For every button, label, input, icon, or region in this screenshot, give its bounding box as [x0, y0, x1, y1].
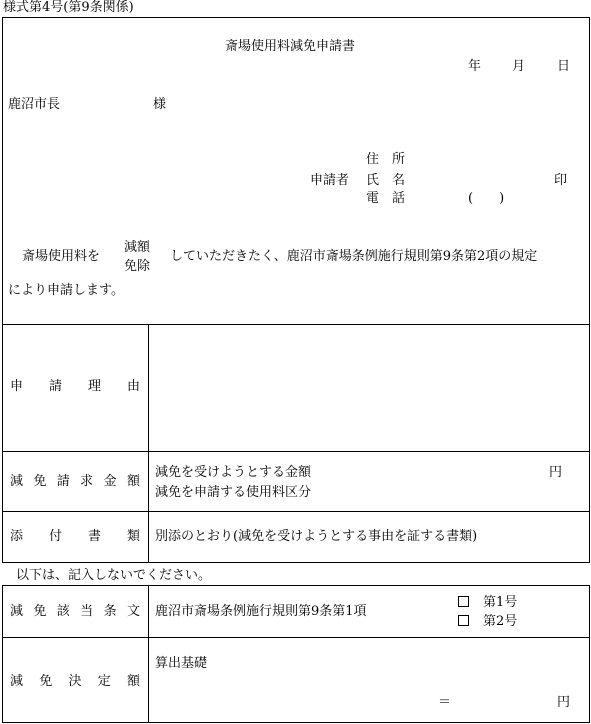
amount-label: 減 免 請 求 金 額 [10, 474, 140, 489]
form-title: 斎場使用料減免申請書 [225, 39, 356, 54]
date-month: 月 [512, 59, 526, 74]
office-use-notice: 以下は、記入しないでください。 [16, 568, 212, 583]
clause-option-2-label: 第2号 [483, 614, 518, 629]
date-year: 年 [468, 59, 482, 74]
basis-label: 算出基礎 [155, 656, 208, 671]
reason-field[interactable] [150, 326, 588, 450]
decided-amount-label: 減 免 決 定 額 [10, 674, 140, 689]
clause-option-1[interactable] [458, 595, 517, 611]
checkbox-icon [458, 596, 469, 607]
seal-mark: 印 [554, 173, 568, 188]
amount-line1: 減免を受けようとする金額 [155, 465, 312, 480]
reduction-option: 減額 [124, 240, 151, 255]
reason-label: 申 請 理 由 [10, 379, 140, 394]
clause-option-1-label: 第1号 [483, 595, 518, 610]
exemption-option: 免除 [124, 259, 151, 274]
request-line2: により申請します。 [8, 283, 124, 298]
equals-sign: ＝ [438, 695, 452, 710]
application-box [2, 17, 590, 325]
date-day: 日 [557, 59, 571, 74]
request-suffix: していただきたく、鹿沼市斎場条例施行規則第9条第2項の規定 [170, 249, 538, 264]
phone-parentheses: ( ) [468, 191, 505, 206]
clause-label: 減 免 該 当 条 文 [10, 604, 140, 619]
request-prefix: 斎場使用料を [22, 249, 101, 264]
amount-unit: 円 [549, 465, 563, 480]
phone-label: 電 話 [366, 191, 406, 206]
checkbox-icon [458, 615, 469, 626]
addressee-honorific: 様 [153, 97, 167, 112]
addressee-name: 鹿沼市長 [8, 97, 61, 112]
decided-unit: 円 [557, 695, 571, 710]
clause-option-2[interactable] [458, 614, 517, 630]
name-label: 氏 名 [366, 173, 406, 188]
applicant-label: 申請者 [310, 173, 350, 188]
attachment-value: 別添のとおり(減免を受けようとする事由を証する書類) [155, 529, 478, 544]
form-number: 様式第4号(第9条関係) [3, 0, 134, 15]
amount-line2: 減免を申請する使用料区分 [155, 485, 312, 500]
clause-value: 鹿沼市斎場条例施行規則第9条第1項 [155, 604, 367, 619]
address-label: 住 所 [366, 152, 406, 167]
attachment-label: 添 付 書 類 [10, 529, 140, 544]
